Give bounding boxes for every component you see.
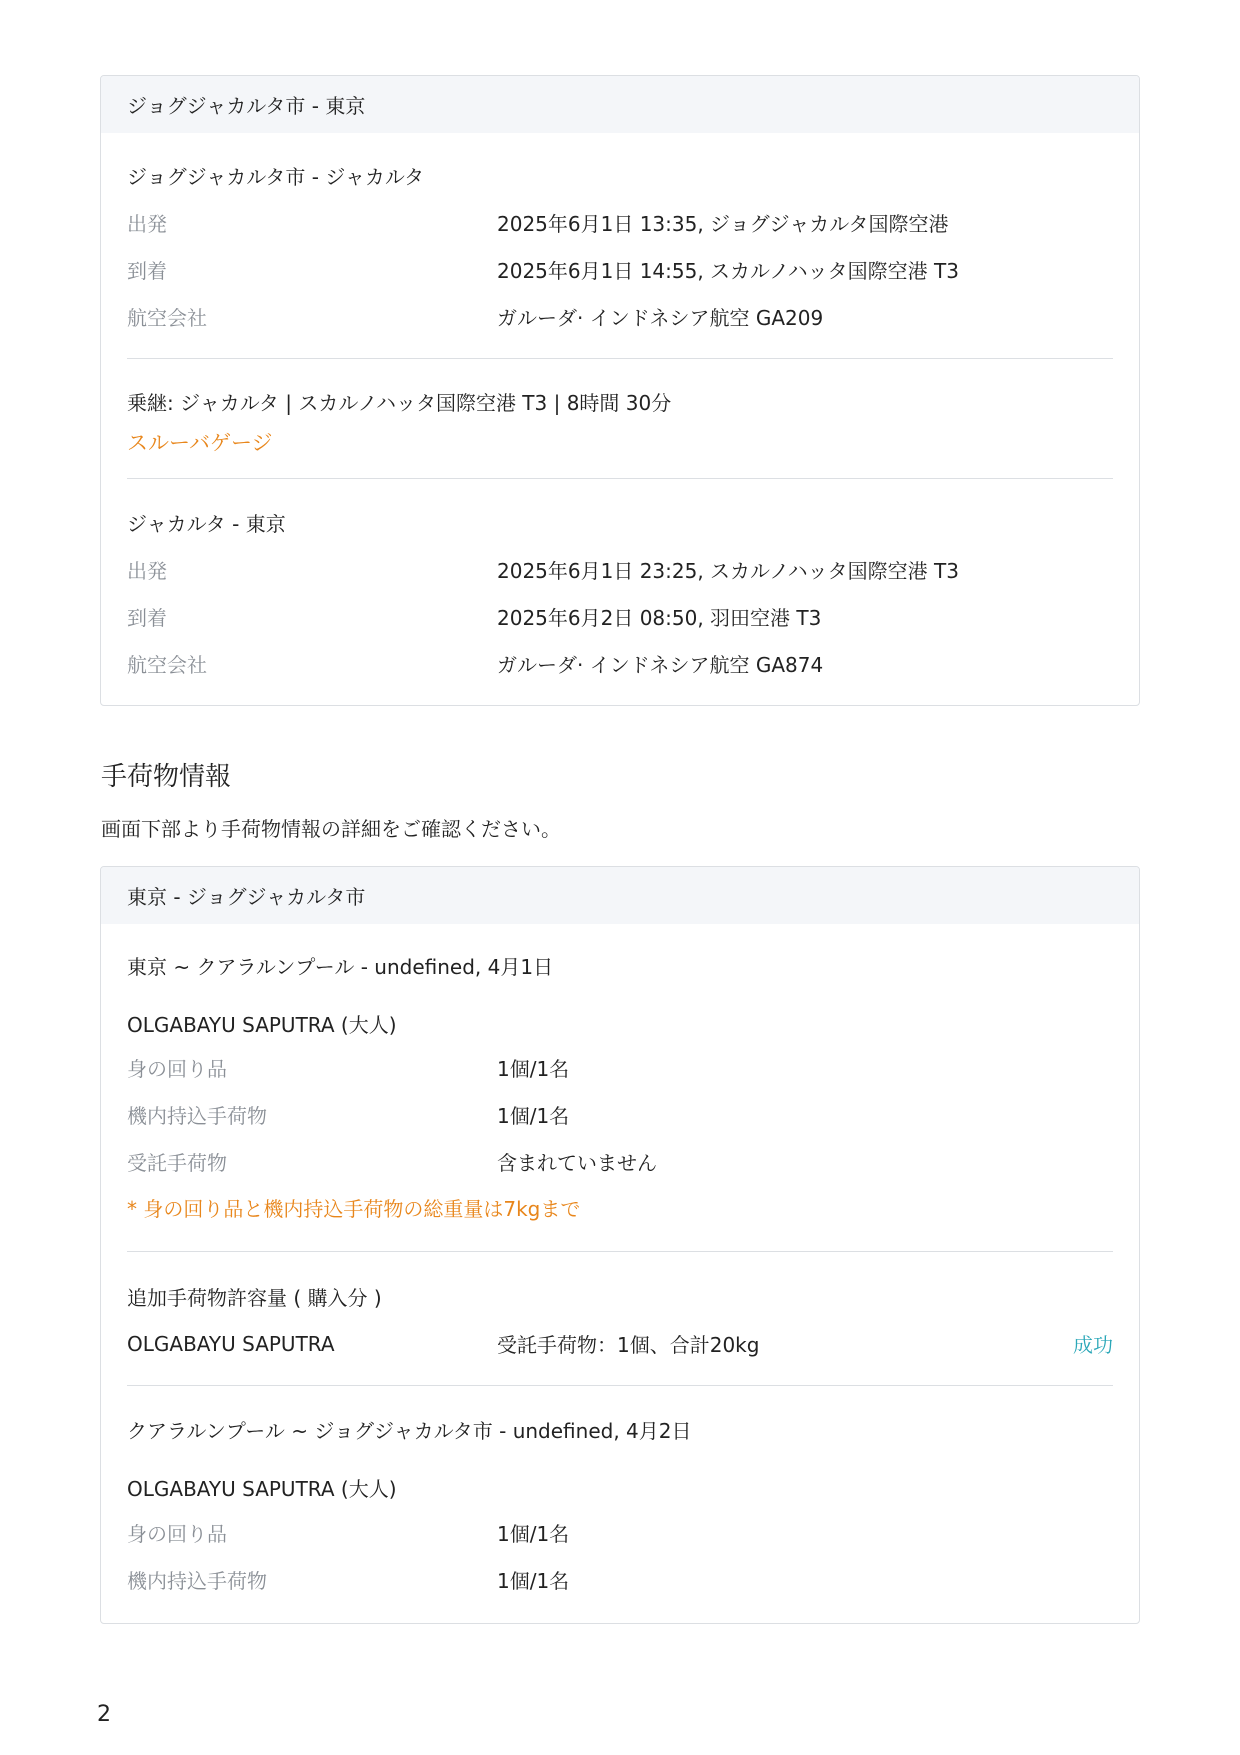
segment-details bbox=[127, 199, 1113, 340]
detail-value: 1個/1名 bbox=[497, 1569, 570, 1593]
detail-row bbox=[127, 593, 1113, 640]
segment-title: ジャカルタ - 東京 bbox=[127, 512, 286, 536]
page-number: 2 bbox=[97, 1702, 111, 1727]
leg-title: 東京 ~ クアラルンプール - undefined, 4月1日 bbox=[127, 955, 554, 979]
transfer-info: 乗継: ジャカルタ | スカルノハッタ国際空港 T3 | 8時間 30分 bbox=[127, 391, 672, 415]
flight-card-header: ジョグジャカルタ市 - 東京 bbox=[101, 76, 1139, 133]
extra-baggage-passenger: OLGABAYU SAPUTRA bbox=[127, 1331, 335, 1356]
extra-baggage-value: 受託手荷物：1個、合計20kg bbox=[497, 1333, 760, 1357]
baggage-card-header: 東京 - ジョグジャカルタ市 bbox=[101, 867, 1139, 924]
baggage-details bbox=[127, 1044, 1113, 1185]
detail-value: 含まれていません bbox=[497, 1151, 657, 1175]
detail-label: 到着 bbox=[127, 259, 167, 283]
divider bbox=[127, 358, 1113, 359]
divider bbox=[127, 478, 1113, 479]
extra-baggage-row bbox=[127, 1320, 1113, 1367]
segment-title: ジョグジャカルタ市 - ジャカルタ bbox=[127, 165, 425, 189]
detail-value: 2025年6月2日 08:50, 羽田空港 T3 bbox=[497, 606, 822, 630]
detail-label: 出発 bbox=[127, 212, 167, 236]
through-baggage-label: スルーバゲージ bbox=[127, 431, 273, 455]
section-description: 画面下部より手荷物情報の詳細をご確認ください。 bbox=[101, 817, 561, 841]
detail-row bbox=[127, 1509, 1113, 1556]
section-title: 手荷物情報 bbox=[101, 762, 232, 792]
detail-label: 航空会社 bbox=[127, 306, 207, 330]
detail-label: 出発 bbox=[127, 559, 167, 583]
detail-label: 受託手荷物 bbox=[127, 1151, 227, 1175]
detail-value: 2025年6月1日 14:55, スカルノハッタ国際空港 T3 bbox=[497, 259, 959, 283]
detail-row bbox=[127, 246, 1113, 293]
passenger-name: OLGABAYU SAPUTRA (大人) bbox=[127, 1477, 397, 1501]
detail-label: 身の回り品 bbox=[127, 1057, 227, 1081]
detail-label: 身の回り品 bbox=[127, 1522, 227, 1546]
detail-label: 機内持込手荷物 bbox=[127, 1569, 267, 1593]
detail-row bbox=[127, 199, 1113, 246]
leg-title: クアラルンプール ~ ジョグジャカルタ市 - undefined, 4月2日 bbox=[127, 1419, 692, 1443]
detail-label: 到着 bbox=[127, 606, 167, 630]
detail-value: 2025年6月1日 23:25, スカルノハッタ国際空港 T3 bbox=[497, 559, 959, 583]
detail-value: 1個/1名 bbox=[497, 1057, 570, 1081]
weight-limit-note: * 身の回り品と機内持込手荷物の総重量は7kgまで bbox=[127, 1197, 581, 1221]
detail-row bbox=[127, 640, 1113, 687]
detail-row bbox=[127, 1044, 1113, 1091]
detail-value: ガルーダ· インドネシア航空 GA874 bbox=[497, 653, 824, 677]
detail-row bbox=[127, 1091, 1113, 1138]
detail-value: 1個/1名 bbox=[497, 1522, 570, 1546]
flight-itinerary-card bbox=[100, 75, 1140, 706]
baggage-details bbox=[127, 1509, 1113, 1603]
detail-value: ガルーダ· インドネシア航空 GA209 bbox=[497, 306, 824, 330]
detail-label: 機内持込手荷物 bbox=[127, 1104, 267, 1128]
divider bbox=[127, 1251, 1113, 1252]
segment-details bbox=[127, 546, 1113, 687]
status-badge: 成功 bbox=[1073, 1333, 1113, 1357]
baggage-info-card bbox=[100, 866, 1140, 1624]
passenger-name: OLGABAYU SAPUTRA (大人) bbox=[127, 1013, 397, 1037]
detail-row bbox=[127, 293, 1113, 340]
detail-value: 2025年6月1日 13:35, ジョグジャカルタ国際空港 bbox=[497, 212, 949, 236]
detail-value: 1個/1名 bbox=[497, 1104, 570, 1128]
detail-row bbox=[127, 546, 1113, 593]
extra-baggage-title: 追加手荷物許容量 ( 購入分 ) bbox=[127, 1286, 382, 1310]
detail-label: 航空会社 bbox=[127, 653, 207, 677]
divider bbox=[127, 1385, 1113, 1386]
detail-row bbox=[127, 1138, 1113, 1185]
detail-row bbox=[127, 1556, 1113, 1603]
